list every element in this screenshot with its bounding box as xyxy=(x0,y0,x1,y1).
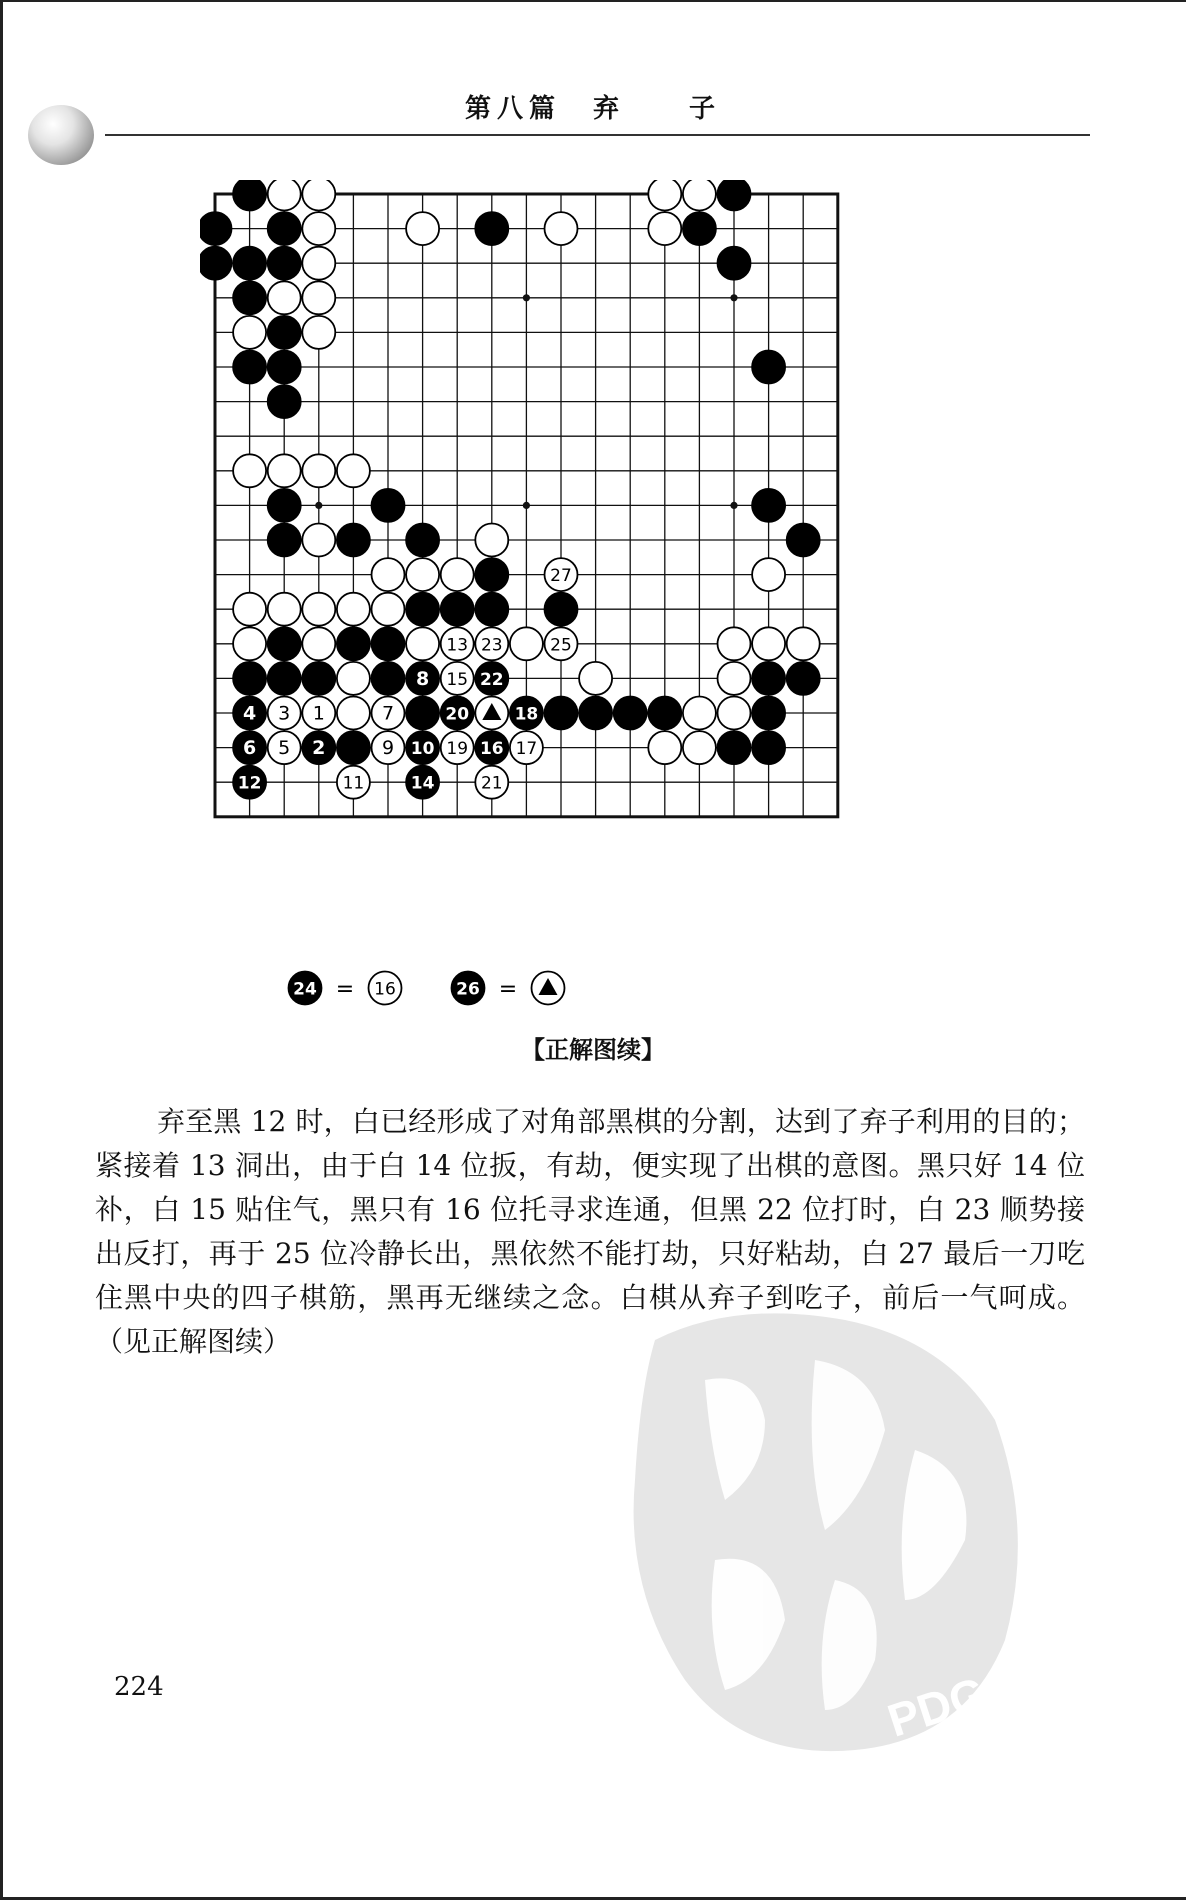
move-number: 3 xyxy=(278,702,291,725)
star-point xyxy=(523,294,530,301)
legend-equals: = xyxy=(335,977,355,1002)
move-number: 20 xyxy=(445,704,470,725)
white-stone xyxy=(406,212,439,245)
black-stone xyxy=(233,351,266,384)
white-stone xyxy=(683,697,716,730)
go-board-diagram xyxy=(200,180,1000,1014)
black-stone xyxy=(337,731,370,764)
black-stone xyxy=(683,212,716,245)
black-stone xyxy=(787,662,820,695)
white-stone xyxy=(372,593,405,626)
diagram-caption: 【正解图续】 xyxy=(521,1036,665,1064)
move-number: 8 xyxy=(415,667,430,690)
white-stone xyxy=(648,180,681,211)
white-stone xyxy=(233,316,266,349)
move-number: 4 xyxy=(242,702,257,725)
white-stone xyxy=(510,627,543,660)
move-number: 12 xyxy=(237,773,262,794)
black-stone xyxy=(475,558,508,591)
move-number: 13 xyxy=(446,635,469,656)
move-number: 26 xyxy=(456,979,480,1000)
black-stone xyxy=(475,593,508,626)
move-number: 10 xyxy=(410,739,435,760)
move-number: 14 xyxy=(410,773,435,794)
move-number: 22 xyxy=(479,669,504,690)
black-stone xyxy=(752,662,785,695)
white-stone xyxy=(233,627,266,660)
black-stone xyxy=(200,212,232,245)
white-stone xyxy=(268,180,301,211)
black-stone xyxy=(337,524,370,557)
legend-equals: = xyxy=(498,977,518,1002)
white-stone xyxy=(302,316,335,349)
white-stone xyxy=(302,627,335,660)
white-stone xyxy=(302,247,335,280)
black-stone xyxy=(752,697,785,730)
white-stone xyxy=(475,524,508,557)
black-stone xyxy=(268,212,301,245)
move-number: 16 xyxy=(479,739,504,760)
move-number: 17 xyxy=(515,739,538,760)
move-number: 1 xyxy=(312,702,325,725)
white-stone xyxy=(268,454,301,487)
move-number: 16 xyxy=(374,979,396,1000)
white-stone xyxy=(233,593,266,626)
white-stone xyxy=(787,627,820,660)
diagram-legend xyxy=(289,972,565,1005)
move-number: 23 xyxy=(480,635,503,656)
commentary-paragraph: 弃至黑 12 时，白已经形成了对角部黑棋的分割，达到了弃子利用的目的；紧接着 13 洞出，由于白 14 位扳，有劫，便实现了出棋的意图。黑只好 14 位补，白 15 贴住气，黑只有 16 位托寻求连通，但黑 22 位打时，白 23 顺势接出反打，再于 25 位冷静长出，黑依然不能打劫，只好粘劫，白 27 最后一刀吃住黑中央的四子棋筋，黑再无继续之念。白棋从弃子到吃子，前后一气呵成。（见正解图续） xyxy=(95,1105,1085,1358)
white-stone xyxy=(302,524,335,557)
black-stone xyxy=(787,524,820,557)
move-number: 21 xyxy=(480,773,503,794)
white-stone xyxy=(268,593,301,626)
page-edge-left xyxy=(0,0,3,1900)
black-stone xyxy=(752,351,785,384)
white-stone xyxy=(648,212,681,245)
move-number: 5 xyxy=(278,737,291,760)
header-rule xyxy=(105,134,1090,136)
white-stone xyxy=(718,662,751,695)
white-stone xyxy=(302,454,335,487)
black-stone xyxy=(233,662,266,695)
white-stone xyxy=(337,593,370,626)
black-stone xyxy=(268,385,301,418)
white-stone xyxy=(683,180,716,211)
black-stone xyxy=(406,524,439,557)
black-stone xyxy=(233,247,266,280)
black-stone xyxy=(579,697,612,730)
star-point xyxy=(730,502,737,509)
watermark-text: PDG xyxy=(881,1666,993,1747)
white-stone xyxy=(302,281,335,314)
black-stone xyxy=(718,247,751,280)
move-number: 9 xyxy=(381,737,395,760)
move-number: 7 xyxy=(381,702,395,725)
black-stone xyxy=(337,627,370,660)
black-stone xyxy=(718,731,751,764)
black-stone xyxy=(648,697,681,730)
move-number: 2 xyxy=(312,737,326,760)
move-number: 15 xyxy=(446,669,469,690)
white-stone xyxy=(302,212,335,245)
move-number: 11 xyxy=(342,773,365,794)
white-stone xyxy=(337,454,370,487)
black-stone xyxy=(268,627,301,660)
go-board-svg xyxy=(200,180,1000,1010)
move-number: 18 xyxy=(514,704,539,725)
black-stone xyxy=(200,247,232,280)
black-stone xyxy=(406,697,439,730)
move-number: 25 xyxy=(550,635,572,656)
chapter-header: 第八篇 弃 子 xyxy=(464,94,721,124)
watermark-seal xyxy=(615,1300,1035,1760)
black-stone xyxy=(268,247,301,280)
star-point xyxy=(523,502,530,509)
white-stone xyxy=(406,627,439,660)
black-stone xyxy=(545,593,578,626)
white-stone xyxy=(337,662,370,695)
black-stone xyxy=(268,524,301,557)
white-stone xyxy=(718,627,751,660)
board-stones xyxy=(200,180,820,799)
white-stone xyxy=(718,697,751,730)
black-stone xyxy=(752,731,785,764)
star-point xyxy=(315,502,322,509)
black-stone xyxy=(233,281,266,314)
black-stone xyxy=(372,489,405,522)
white-stone xyxy=(752,558,785,591)
black-stone xyxy=(752,489,785,522)
move-number: 6 xyxy=(242,737,257,760)
white-stone xyxy=(406,558,439,591)
black-stone xyxy=(545,697,578,730)
move-number: 27 xyxy=(550,566,572,587)
white-stone xyxy=(579,662,612,695)
black-stone xyxy=(441,593,474,626)
white-stone xyxy=(302,593,335,626)
black-stone xyxy=(406,593,439,626)
star-point xyxy=(730,294,737,301)
move-number: 19 xyxy=(446,739,469,760)
black-stone xyxy=(372,662,405,695)
black-stone xyxy=(233,180,266,211)
page-edge-top xyxy=(0,0,1186,2)
black-stone xyxy=(268,489,301,522)
white-stone xyxy=(441,558,474,591)
white-stone xyxy=(268,281,301,314)
white-stone xyxy=(302,180,335,211)
white-stone xyxy=(683,731,716,764)
black-stone xyxy=(268,662,301,695)
move-number: 24 xyxy=(293,979,317,1000)
black-stone xyxy=(475,212,508,245)
black-stone xyxy=(268,316,301,349)
white-stone xyxy=(648,731,681,764)
black-stone xyxy=(268,351,301,384)
black-stone xyxy=(372,627,405,660)
white-stone xyxy=(372,558,405,591)
white-stone xyxy=(545,212,578,245)
white-stone xyxy=(233,454,266,487)
white-stone xyxy=(337,697,370,730)
white-stone xyxy=(752,627,785,660)
page-number: 224 xyxy=(114,1672,164,1702)
black-stone xyxy=(614,697,647,730)
black-stone xyxy=(302,662,335,695)
black-stone xyxy=(718,180,751,211)
